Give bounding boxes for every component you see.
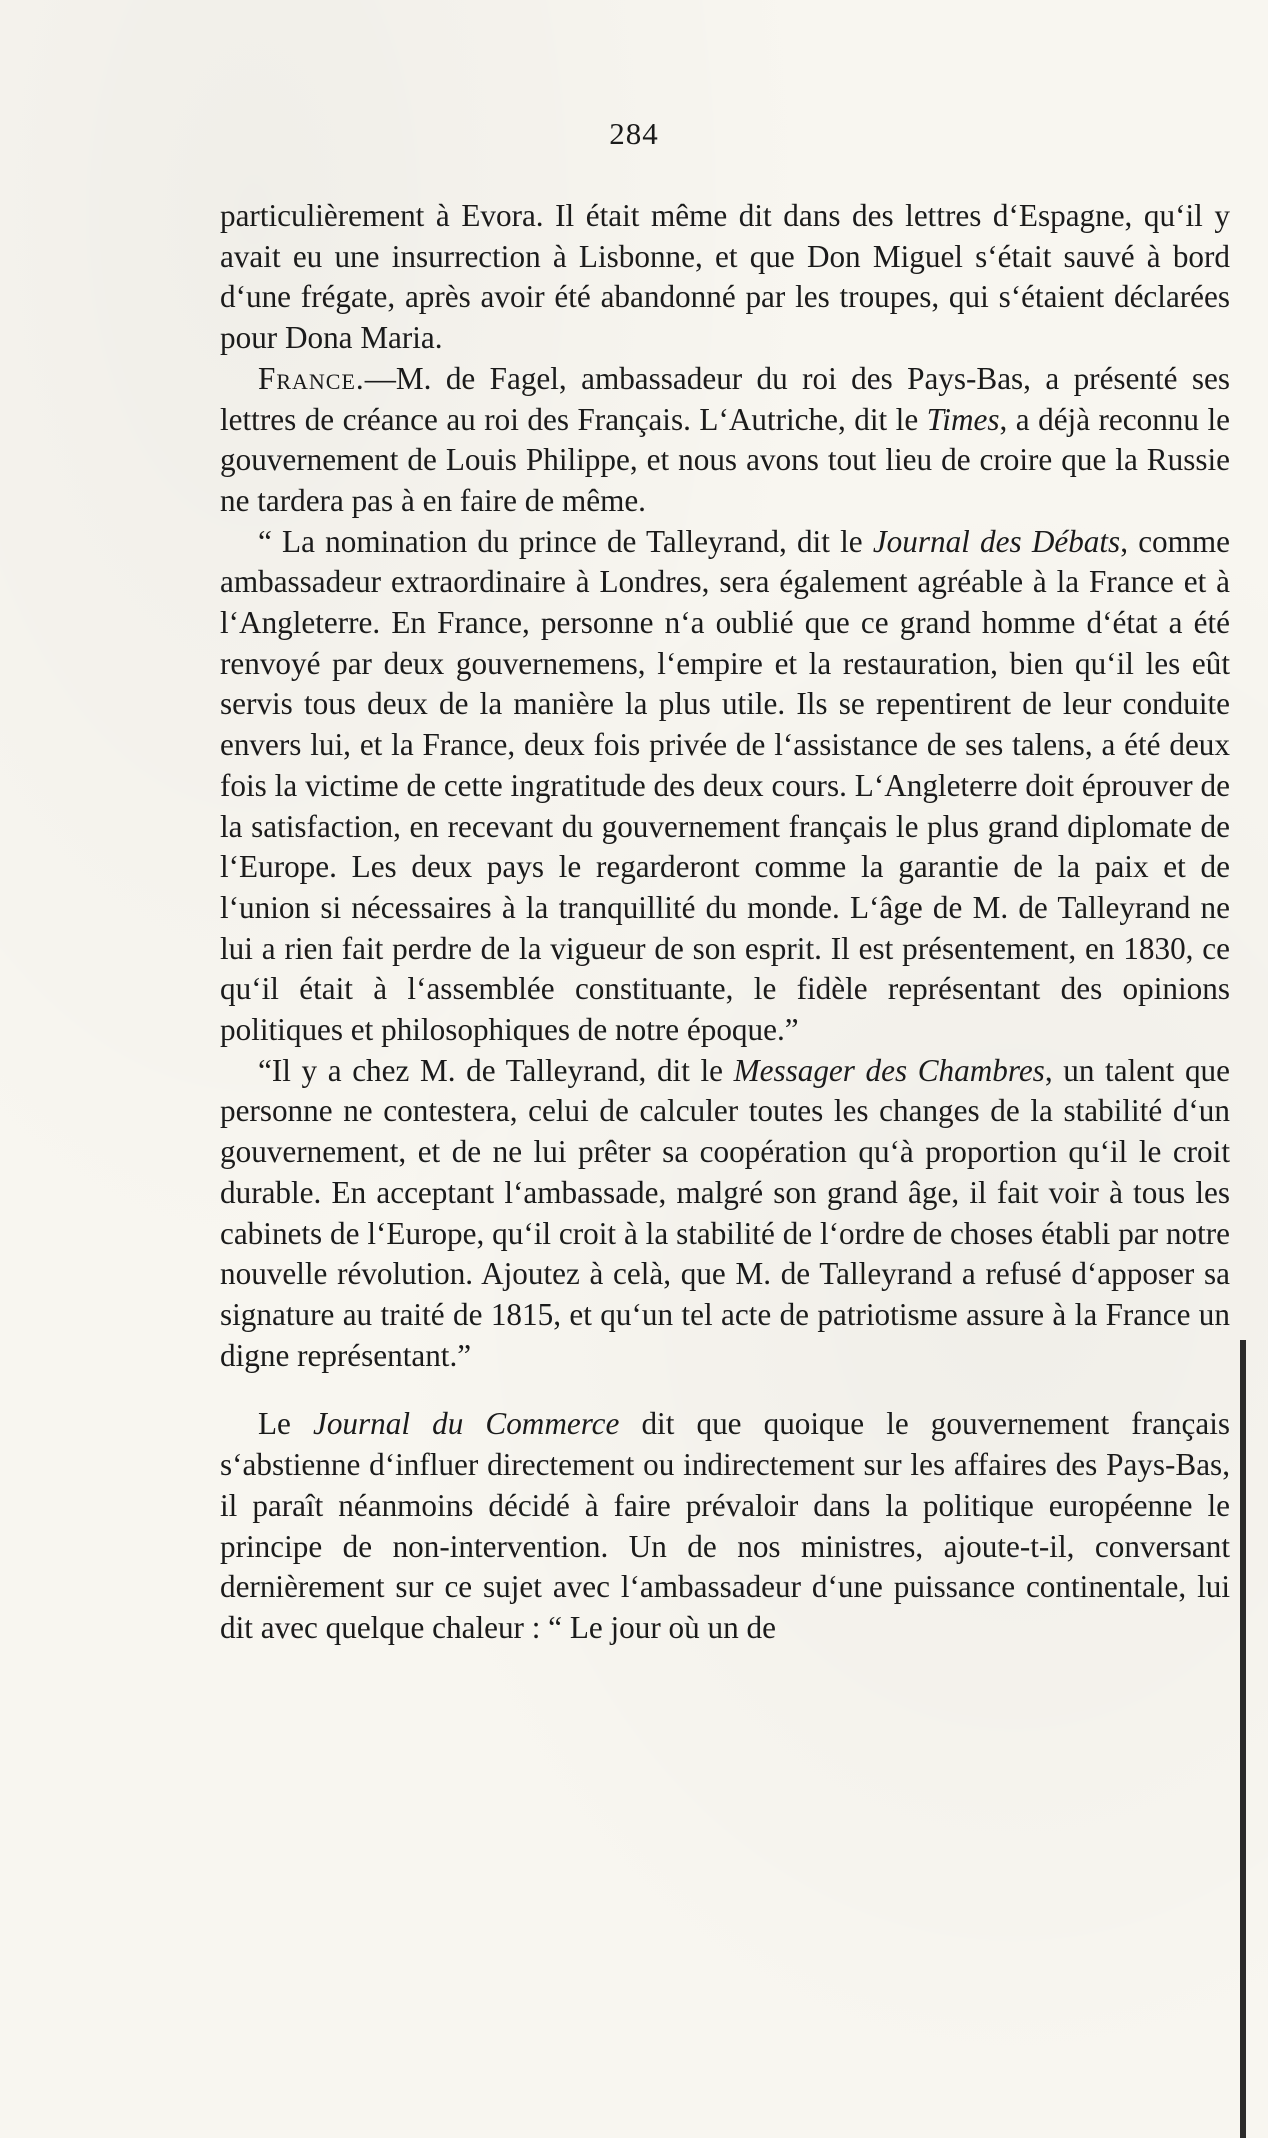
paragraph-4-start: “Il y a chez M. de Talleyrand, dit le	[258, 1052, 734, 1088]
paragraph-5	[220, 1404, 1230, 1648]
section-label-france: France.	[258, 360, 365, 396]
paragraph-2-text: —M. de Fagel, ambassadeur du roi des Pays-Bas, a présenté ses lettres de créance au roi des Français. L‘Autriche, dit le	[220, 360, 1230, 437]
paragraph-2	[220, 359, 1230, 522]
binding-edge	[1240, 1340, 1246, 2138]
paragraph-5-start: Le	[258, 1406, 313, 1442]
paragraph-2-italic-title: Times	[926, 401, 1000, 437]
paragraph-1-text: particulièrement à Evora. Il était même dit dans des lettres d‘Espagne, qu‘il y avait eu une insurrection à Lisbonne, et que Don Miguel s‘était sauvé à bord d‘une frégate, après avoir été abandonné par les troupes, qui s‘étaient déclarées pour Dona Maria.	[220, 198, 1230, 356]
paragraph-5-italic-title: Journal du Commerce	[313, 1406, 620, 1442]
paragraph-4	[220, 1051, 1230, 1377]
paragraph-3-start: “ La nomination du prince de Talleyrand, dit le	[258, 523, 873, 559]
paragraph-3	[220, 522, 1230, 1051]
body-text	[220, 196, 1230, 1649]
paragraph-4-rest: , un talent que personne ne contestera, celui de calculer toutes les changes de la stabilité d‘un gouvernement, et de ne lui prêter sa coopération qu‘à proportion qu‘il le croit durable. En acceptant l‘ambassade, malgré son grand âge, il fait voir à tous les cabinets de l‘Europe, qu‘il croit à la stabilité de l‘ordre de choses établi par notre nouvelle révolution. Ajoutez à celà, que M. de Talleyrand a refusé d‘apposer sa signature au traité de 1815, et qu‘un tel acte de patriotisme assure à la France un digne représentant.”	[220, 1052, 1230, 1373]
paragraph-3-italic-title: Journal des Débats	[872, 523, 1121, 559]
paragraph-5-rest: dit que quoique le gouvernement français s‘abstienne d‘influer directement ou indirectement sur les affaires des Pays-Bas, il paraît néanmoins décidé à faire prévaloir dans la politique européenne le principe de non-intervention. Un de nos ministres, ajoute-t-il, conversant dernièrement sur ce sujet avec l‘ambassadeur d‘une puissance continentale, lui dit avec quelque chaleur : “ Le jour où un de	[220, 1406, 1230, 1645]
page-number: 284	[609, 116, 659, 151]
paragraph-1	[220, 196, 1230, 359]
paragraph-2-rest: , a déjà reconnu le gouvernement de Louis Philippe, et nous avons tout lieu de croire que la Russie ne tardera pas à en faire de même.	[220, 401, 1230, 518]
paragraph-3-rest: , comme ambassadeur extraordinaire à Londres, sera également agréable à la France et à l‘Angleterre. En France, personne n‘a oublié que ce grand homme d‘état a été renvoyé par deux gouvernemens, l‘empire et la restauration, bien qu‘il les eût servis tous deux de la manière la plus utile. Ils se repentirent de leur conduite envers lui, et la France, deux fois privée de l‘assistance de ses talens, a été deux fois la victime de cette ingratitude des deux cours. L‘Angleterre doit éprouver de la satisfaction, en recevant du gouvernement français le plus grand diplomate de l‘Europe. Les deux pays le regarderont comme la garantie de la paix et de l‘union si nécessaires à la tranquillité du monde. L‘âge de M. de Talleyrand ne lui a rien fait perdre de la vigueur de son esprit. Il est présentement, en 1830, ce qu‘il était à l‘assemblée constituante, le fidèle représentant des opinions politiques et philosophiques de notre époque.”	[220, 523, 1230, 1048]
paragraph-4-italic-title: Messager des Chambres	[733, 1052, 1045, 1088]
